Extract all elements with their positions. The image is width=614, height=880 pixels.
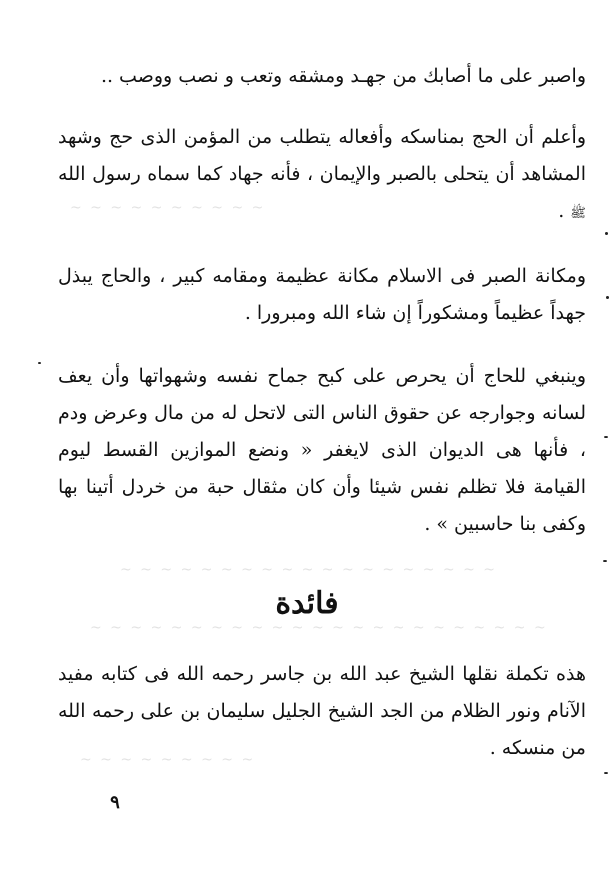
bleed-through-text: ~ ~ ~ ~ ~ ~ ~ ~ ~ ~ ~ ~ ~ ~ ~ ~ ~ ~ ~ ~ ~ ~ ~ [90, 620, 548, 636]
scan-speck [606, 296, 609, 299]
scan-speck [603, 560, 607, 562]
scan-speck [604, 772, 608, 774]
bleed-through-text: ~ ~ ~ ~ ~ ~ ~ ~ ~ ~ [70, 200, 266, 216]
scan-speck [38, 362, 41, 364]
paragraph-text: وأعلم أن الحج بمناسكه وأفعاله يتطلب من المؤمن الذى حج وشهد المشاهد أن يتحلى بالصبر والإيمان ، فأنه جهاد كما سماه رسول الله [58, 126, 586, 185]
paragraph-end-mark: . [558, 200, 571, 222]
paragraph-source-note: هذه تكملة نقلها الشيخ عبد الله بن جاسر رحمه الله فى كتابه مفيد الآنام ونور الظلام من الجد الشيخ الجليل سليمان بن على رحمه الله من منسكه . [58, 663, 586, 759]
scan-speck [605, 232, 608, 235]
paragraph-hajj-jihad [58, 119, 586, 232]
scan-speck [604, 436, 608, 438]
bleed-through-text: ~ ~ ~ ~ ~ ~ ~ ~ ~ [80, 752, 256, 768]
section-heading: فائدة [275, 586, 339, 621]
paragraph-patience: واصبر على ما أصابك من جهـد ومشقه وتعب و نصب ووصب .. [100, 65, 586, 87]
paragraph-status-of-patience: ومكانة الصبر فى الاسلام مكانة عظيمة ومقامه كبير ، والحاج يبذل جهداً عظيماً ومشكوراً إن شاء الله ومبرورا . [58, 265, 586, 324]
paragraph-pilgrim-conduct: وينبغي للحاج أن يحرص على كبح جماح نفسه وشهواتها وأن يعف لسانه وجوارجه عن حقوق الناس التى لاتحل له من مال وعرض ودم ، فأنها هى الديوان الذى لايغفر « ونضع الموازين القسط ليوم القيامة فلا تظلم نفس شيئا وأن كان مثقال حبة من خردل أتينا بها وكفى بنا حاسبين » . [58, 365, 586, 535]
honorific-ligature: ﷺ [570, 206, 586, 221]
page-number: ٩ [110, 792, 120, 813]
bleed-through-text: ~ ~ ~ ~ ~ ~ ~ ~ ~ ~ ~ ~ ~ ~ ~ ~ ~ ~ ~ [120, 562, 497, 578]
